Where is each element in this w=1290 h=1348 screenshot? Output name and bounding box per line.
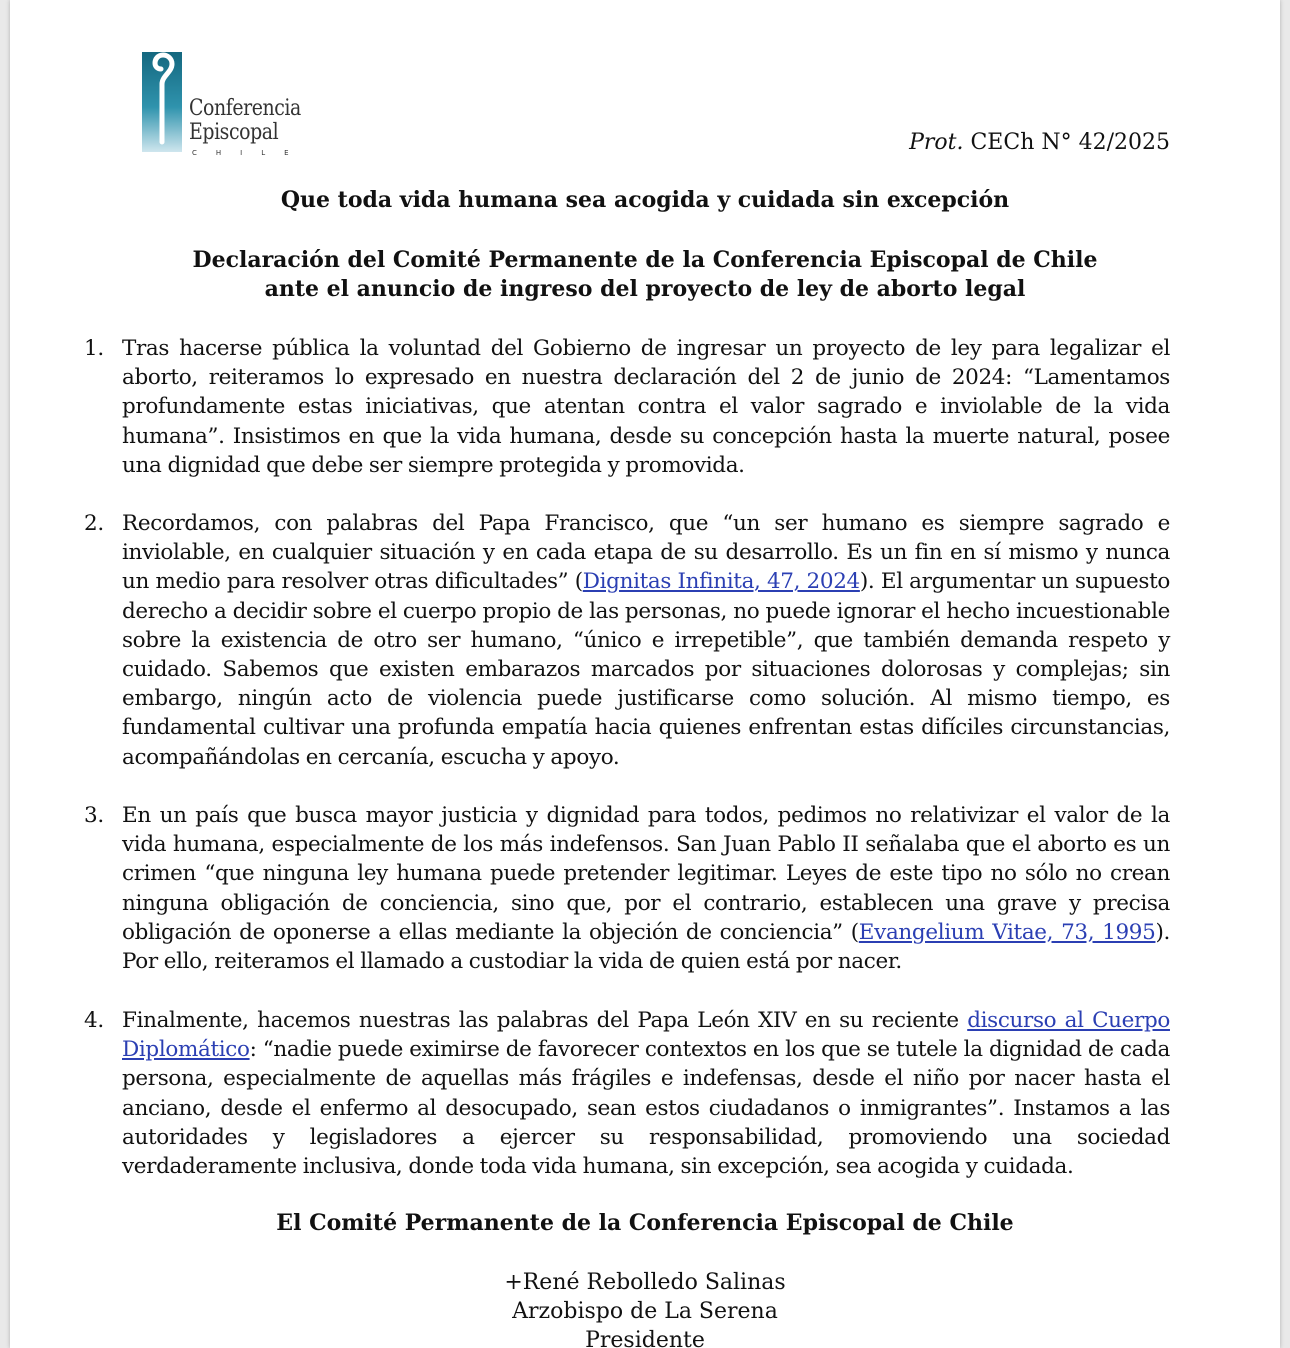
signature-title: Presidente [585,1328,705,1348]
logo-text-line1: Conferencia [189,96,301,121]
document-subtitle [10,246,1280,304]
conferencia-episcopal-logo [142,50,308,160]
paragraph-1 [84,334,1170,480]
paragraph-text: En un país que busca mayor justicia y dignidad para todos, pedimos no relativizar el valor de la vida humana, especialmente de los más indefensos. San Juan Pablo II señalaba que el aborto es un crimen “que ninguna ley humana puede pretender legitimar. Leyes de este tipo no sólo no crean ninguna obligación de conciencia, sino que, por el contrario, establecen una grave y precisa obligación de oponerse a ellas mediante la objeción de conciencia” ( [122,803,1170,945]
paragraph-text: Finalmente, hacemos nuestras las palabras del Papa León XIV en su reciente [122,1008,968,1033]
evangelium-vitae-link[interactable]: Evangelium Vitae, 73, 1995 [858,919,1156,945]
paragraph-number: 4. [84,1008,104,1033]
paragraph-number: 3. [84,803,104,828]
signature-organization: El Comité Permanente de la Conferencia Episcopal de Chile [276,1210,1014,1236]
dignitas-infinita-link[interactable]: Dignitas Infinita, 47, 2024 [582,569,860,595]
subtitle-line2: ante el anuncio de ingreso del proyecto de ley de aborto legal [264,276,1026,302]
paragraph-text: Recordamos, con palabras del Papa Francisco, que “un ser humano es siempre sagrado e inviolable, en cualquier situación y en cada etapa de su desarrollo. Es un fin en sí mismo y nunca un medio para resolver otras dificultades” ( [122,511,1170,595]
paragraph-number: 1. [84,336,104,361]
protocol-number [909,130,1170,155]
protocol-rest: CECh N° 42/2025 [963,130,1170,155]
protocol-prefix: Prot. [909,130,964,155]
subtitle-line1: Declaración del Comité Permanente de la Conferencia Episcopal de Chile [192,247,1098,273]
paragraph-number: 2. [84,511,104,536]
paragraph-text: : “nadie puede eximirse de favorecer contextos en los que se tutele la dignidad de cada persona, especialmente de aquellas más frágiles e indefensas, desde el niño por nacer hasta el anciano, desde el enfermo al desocupado, sean estos ciudadanos o inmigrantes”. Instamos a las autoridades y legisladores a ejercer su responsabilidad, promoviendo una sociedad verdaderamente inclusiva, donde toda vida humana, sin excepción, sea acogida y cuidada. [122,1037,1170,1180]
document-title: Que toda vida humana sea acogida y cuidada sin excepción [280,187,1010,213]
document-page [10,0,1280,1348]
paragraph-text: ). El argumentar un supuesto derecho a decidir sobre el cuerpo propio de las personas, no puede ignorar el hecho incuestionable sobre la existencia de otro ser humano, “único e irrepetible”, que también demanda respeto y cuidado. Sabemos que existen embarazos marcados por situaciones dolorosas y complejas; sin embargo, ningún acto de violencia puede justificarse como solución. Al mismo tiempo, es fundamental cultivar una profunda empatía hacia quienes enfrentan estas difíciles circunstancias, acompañándolas en cercanía, escucha y apoyo. [122,569,1170,770]
logo-text-line2: Episcopal [189,120,279,145]
logo-country: CHILE [192,149,308,157]
paragraph-3 [84,801,1170,976]
paragraph-2 [84,509,1170,772]
paragraph-text: Tras hacerse pública la voluntad del Gobierno de ingresar un proyecto de ley para legalizar el aborto, reiteramos lo expresado en nuestra declaración del 2 de junio de 2024: “Lamentamos profundamente estas iniciativas, que atentan contra el valor sagrado e inviolable de la vida humana”. Insistimos en que la vida humana, desde su concepción hasta la muerte natural, posee una dignidad que debe ser siempre protegida y promovida. [122,336,1170,478]
paragraph-4 [84,1006,1170,1181]
signature-role: Arzobispo de La Serena [512,1299,778,1324]
signature-name: +René Rebolledo Salinas [504,1270,786,1295]
paragraph-text: ). Por ello, reiteramos el llamado a custodiar la vida de quien está por nacer. [122,919,1170,975]
discurso-cuerpo-diplomatico-link[interactable]: discurso al Cuerpo Diplomático [122,1008,1170,1063]
shepherd-crook-emblem [142,50,190,154]
